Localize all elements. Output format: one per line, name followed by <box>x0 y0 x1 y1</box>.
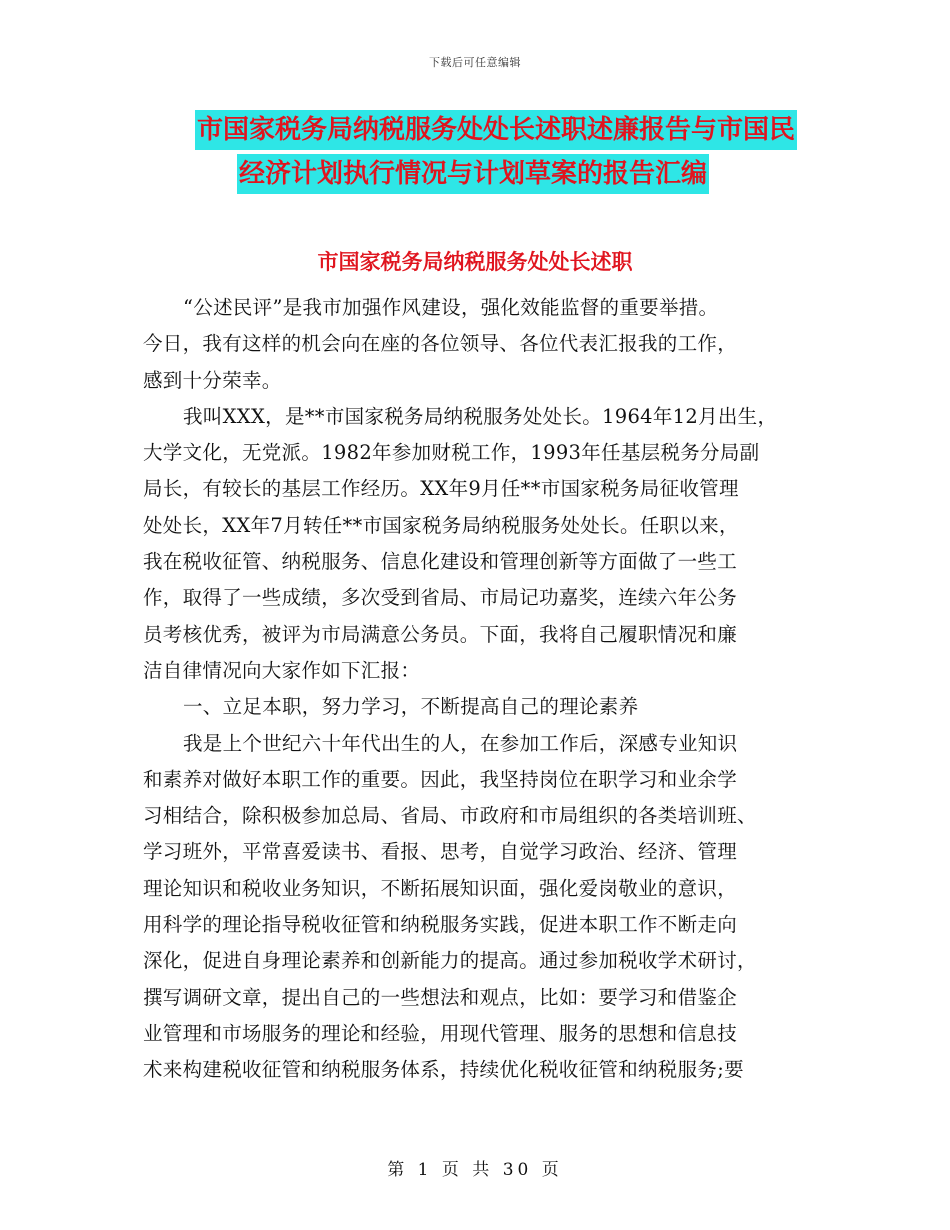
paragraph-line: 撰写调研文章，提出自己的一些想法和观点，比如：要学习和借鉴企 <box>143 985 738 1009</box>
document-title <box>195 110 815 194</box>
paragraph-line: 习相结合，除积极参加总局、省局、市政府和市局组织的各类培训班、 <box>143 804 757 828</box>
paragraph-line: 我叫XXX，是**市国家税务局纳税服务处处长。1964年12月出生， <box>183 404 778 428</box>
paragraph-line: 业管理和市场服务的理论和经验，用现代管理、服务的思想和信息技 <box>143 1021 738 1045</box>
page-number: 第 1 页 共 30 页 <box>387 1160 563 1180</box>
paragraph-line: 今日，我有这样的机会向在座的各位领导、各位代表汇报我的工作， <box>143 332 738 356</box>
paragraph-line: 洁自律情况向大家作如下汇报： <box>143 658 421 682</box>
paragraph-line: “公述民评”是我市加强作风建设，强化效能监督的重要举措。 <box>183 296 719 319</box>
section-title: 市国家税务局纳税服务处处长述职 <box>317 249 633 274</box>
header-note: 下载后可任意编辑 <box>429 56 521 69</box>
paragraph-line: 大学文化，无党派。1982年参加财税工作，1993年任基层税务分局副 <box>143 441 760 465</box>
section-heading: 一、立足本职，努力学习，不断提高自己的理论素养 <box>183 695 639 719</box>
paragraph-line: 我是上个世纪六十年代出生的人，在参加工作后，深感专业知识 <box>183 731 738 755</box>
title-line-1: 市国家税务局纳税服务处处长述职述廉报告与市国民 <box>195 110 797 150</box>
body-text <box>143 290 823 1089</box>
paragraph-line: 术来构建税收征管和纳税服务体系，持续优化税收征管和纳税服务;要 <box>143 1058 744 1082</box>
paragraph-line: 学习班外，平常喜爱读书、看报、思考，自觉学习政治、经济、管理 <box>143 840 738 864</box>
paragraph-line: 理论知识和税收业务知识，不断拓展知识面，强化爱岗敬业的意识， <box>143 876 738 900</box>
paragraph-line: 和素养对做好本职工作的重要。因此，我坚持岗位在职学习和业余学 <box>143 767 738 791</box>
paragraph-line: 局长，有较长的基层工作经历。XX年9月任**市国家税务局征收管理 <box>143 477 739 501</box>
title-line-2: 经济计划执行情况与计划草案的报告汇编 <box>237 154 709 194</box>
paragraph-line: 我在税收征管、纳税服务、信息化建设和管理创新等方面做了一些工 <box>143 550 738 574</box>
paragraph-line: 感到十分荣幸。 <box>143 368 282 392</box>
paragraph-line: 作，取得了一些成绩，多次受到省局、市局记功嘉奖，连续六年公务 <box>143 586 738 610</box>
paragraph-line: 处处长，XX年7月转任**市国家税务局纳税服务处处长。任职以来， <box>143 513 739 537</box>
paragraph-line: 深化，促进自身理论素养和创新能力的提高。通过参加税收学术研讨， <box>143 949 757 973</box>
paragraph-line: 员考核优秀，被评为市局满意公务员。下面，我将自己履职情况和廉 <box>143 622 738 646</box>
paragraph-line: 用科学的理论指导税收征管和纳税服务实践，促进本职工作不断走向 <box>143 913 738 937</box>
